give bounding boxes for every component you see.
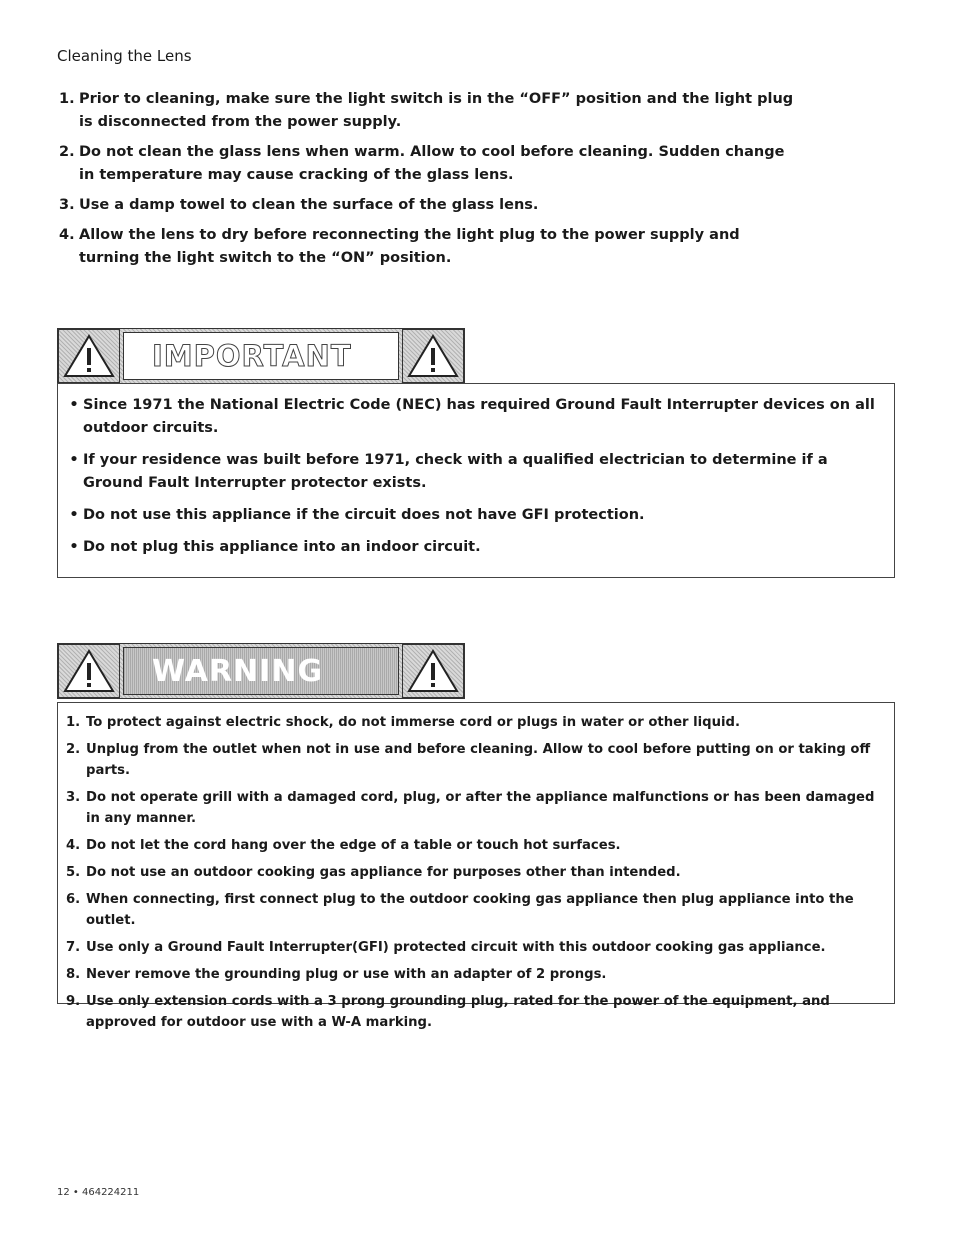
bullet-text: If your residence was built before 1971, check with a qualified electrician to determine if a Ground Fault Interrupter protector exists. bbox=[83, 452, 828, 491]
bullet-text: Do not plug this appliance into an indoor circuit. bbox=[83, 539, 481, 555]
bullet: • bbox=[69, 397, 79, 413]
item-text: To protect against electric shock, do not immerse cord or plugs in water or other liquid. bbox=[86, 715, 740, 730]
item-text: Use only a Ground Fault Interrupter(GFI) protected circuit with this outdoor cooking gas appliance. bbox=[86, 940, 826, 955]
item-text: Do not operate grill with a damaged cord, plug, or after the appliance malfunctions or has been damaged in any manner. bbox=[86, 790, 875, 826]
list-item bbox=[66, 787, 881, 829]
step-number: 1. bbox=[59, 91, 75, 107]
important-box bbox=[57, 383, 895, 578]
section-heading: Cleaning the Lens bbox=[57, 47, 192, 65]
step-number: 4. bbox=[59, 227, 75, 243]
item-number: 8. bbox=[66, 967, 81, 982]
list-item bbox=[66, 862, 881, 883]
step-text: Allow the lens to dry before reconnecting the light plug to the power supply and turning the light switch to the “ON” position. bbox=[79, 227, 740, 266]
item-number: 5. bbox=[66, 865, 81, 880]
bullet: • bbox=[69, 452, 79, 468]
list-item bbox=[66, 739, 881, 781]
warning-label: WARNING bbox=[123, 647, 399, 695]
warning-list bbox=[66, 712, 881, 1039]
item-number: 7. bbox=[66, 940, 81, 955]
list-item bbox=[66, 991, 881, 1033]
list-item bbox=[65, 536, 880, 559]
warning-triangle-icon bbox=[402, 644, 464, 698]
step-text: Prior to cleaning, make sure the light switch is in the “OFF” position and the light plug is disconnected from the power supply. bbox=[79, 91, 794, 130]
item-number: 4. bbox=[66, 838, 81, 853]
warning-triangle-icon bbox=[402, 329, 464, 383]
important-list bbox=[65, 394, 880, 568]
list-item bbox=[59, 224, 799, 270]
warning-banner bbox=[57, 643, 465, 699]
list-item bbox=[59, 141, 799, 187]
item-number: 9. bbox=[66, 994, 81, 1009]
list-item bbox=[65, 394, 880, 440]
step-text: Use a damp towel to clean the surface of the glass lens. bbox=[79, 197, 539, 213]
list-item bbox=[66, 937, 881, 958]
list-item bbox=[65, 504, 880, 527]
step-number: 3. bbox=[59, 197, 75, 213]
item-text: Do not use an outdoor cooking gas appliance for purposes other than intended. bbox=[86, 865, 681, 880]
bullet: • bbox=[69, 507, 79, 523]
page-footer: 12 • 464224211 bbox=[57, 1187, 140, 1198]
item-text: Unplug from the outlet when not in use and before cleaning. Allow to cool before putting on or taking off parts. bbox=[86, 742, 871, 778]
warning-triangle-icon bbox=[58, 644, 120, 698]
item-number: 6. bbox=[66, 892, 81, 907]
step-text: Do not clean the glass lens when warm. Allow to cool before cleaning. Sudden change in temperature may cause cracking of the glass lens. bbox=[79, 144, 785, 183]
list-item bbox=[59, 88, 799, 134]
important-label: IMPORTANT bbox=[123, 332, 399, 380]
list-item bbox=[66, 964, 881, 985]
bullet: • bbox=[69, 539, 79, 555]
lens-cleaning-steps bbox=[59, 88, 799, 277]
list-item bbox=[66, 889, 881, 931]
list-item bbox=[65, 449, 880, 495]
item-number: 2. bbox=[66, 742, 81, 757]
item-text: Do not let the cord hang over the edge of a table or touch hot surfaces. bbox=[86, 838, 621, 853]
warning-box bbox=[57, 702, 895, 1030]
bullet-text: Since 1971 the National Electric Code (NEC) has required Ground Fault Interrupter devices on all outdoor circuits. bbox=[83, 397, 875, 436]
list-item bbox=[66, 835, 881, 856]
item-number: 1. bbox=[66, 715, 81, 730]
list-item bbox=[66, 712, 881, 733]
item-text: When connecting, first connect plug to the outdoor cooking gas appliance then plug appliance into the outlet. bbox=[86, 892, 854, 928]
item-text: Never remove the grounding plug or use with an adapter of 2 prongs. bbox=[86, 967, 607, 982]
list-item bbox=[59, 194, 799, 217]
item-number: 3. bbox=[66, 790, 81, 805]
warning-triangle-icon bbox=[58, 329, 120, 383]
bullet-text: Do not use this appliance if the circuit does not have GFI protection. bbox=[83, 507, 645, 523]
step-number: 2. bbox=[59, 144, 75, 160]
important-banner bbox=[57, 328, 465, 384]
item-text: Use only extension cords with a 3 prong grounding plug, rated for the power of the equipment, and approved for outdoor use with a W-A marking. bbox=[86, 994, 830, 1030]
